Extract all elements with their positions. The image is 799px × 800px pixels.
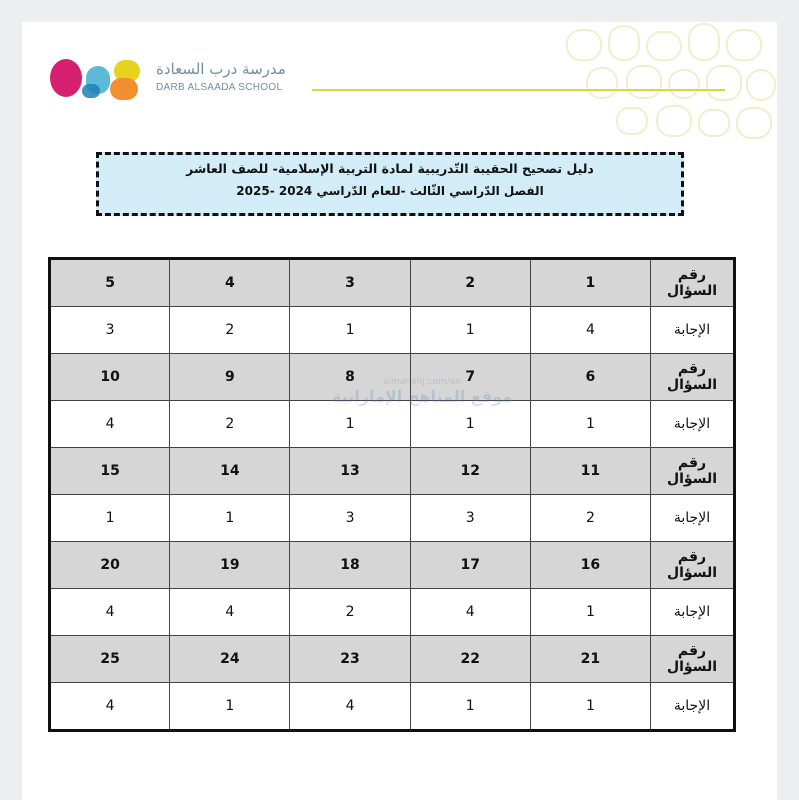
answer-cell: 1 [530, 589, 650, 636]
answer-cell: 4 [50, 401, 170, 448]
question-number-cell: 13 [290, 448, 410, 495]
answer-cell: 1 [290, 401, 410, 448]
question-number-cell: 20 [50, 542, 170, 589]
question-number-cell: 25 [50, 636, 170, 683]
question-number-cell: 2 [410, 259, 530, 307]
answer-row [50, 589, 735, 636]
question-row-label: رقم السؤال [651, 448, 735, 495]
question-number-row [50, 448, 735, 495]
logo-shape-magenta [50, 59, 82, 97]
question-number-cell: 24 [170, 636, 290, 683]
question-number-cell: 11 [530, 448, 650, 495]
document-title: دليل تصحيح الحقيبة التّدريبية لمادة التربية الإسلامية- للصف العاشر [186, 161, 594, 176]
question-number-cell: 6 [530, 354, 650, 401]
answer-cell: 1 [410, 307, 530, 354]
answer-cell: 3 [50, 307, 170, 354]
answer-row-label: الإجابة [651, 683, 735, 731]
answer-row [50, 495, 735, 542]
question-number-cell: 14 [170, 448, 290, 495]
answer-cell: 4 [50, 683, 170, 731]
answer-cell: 2 [290, 589, 410, 636]
school-logo [48, 56, 143, 104]
question-number-cell: 4 [170, 259, 290, 307]
question-number-cell: 9 [170, 354, 290, 401]
logo-shape-orange [110, 78, 138, 100]
decorative-pattern [547, 22, 777, 152]
question-number-cell: 21 [530, 636, 650, 683]
answer-cell: 1 [50, 495, 170, 542]
title-box [96, 152, 684, 216]
question-number-cell: 17 [410, 542, 530, 589]
answer-row-label: الإجابة [651, 401, 735, 448]
question-number-cell: 22 [410, 636, 530, 683]
answer-cell: 2 [170, 307, 290, 354]
question-number-row [50, 636, 735, 683]
answer-cell: 2 [170, 401, 290, 448]
question-row-label: رقم السؤال [651, 259, 735, 307]
question-number-cell: 10 [50, 354, 170, 401]
answer-cell: 1 [530, 683, 650, 731]
answer-row [50, 401, 735, 448]
answer-key-table [48, 257, 736, 732]
question-number-row [50, 259, 735, 307]
answer-cell: 4 [170, 589, 290, 636]
question-number-cell: 23 [290, 636, 410, 683]
question-number-cell: 3 [290, 259, 410, 307]
answer-cell: 2 [530, 495, 650, 542]
answer-row-label: الإجابة [651, 307, 735, 354]
answer-row-label: الإجابة [651, 495, 735, 542]
answer-cell: 4 [410, 589, 530, 636]
header-rule [312, 89, 725, 91]
question-number-row [50, 542, 735, 589]
question-number-cell: 1 [530, 259, 650, 307]
watermark-url: almanahj.com/ae [383, 377, 461, 387]
question-number-row [50, 354, 735, 401]
question-number-cell: 8 [290, 354, 410, 401]
answer-cell: 1 [170, 495, 290, 542]
answer-cell: 3 [290, 495, 410, 542]
question-number-cell: 5 [50, 259, 170, 307]
question-row-label: رقم السؤال [651, 636, 735, 683]
school-name-english: DARB ALSAADA SCHOOL [156, 82, 283, 93]
question-row-label: رقم السؤال [651, 542, 735, 589]
document-page [22, 22, 777, 800]
answer-cell: 1 [170, 683, 290, 731]
answer-cell: 1 [290, 307, 410, 354]
question-number-cell: 12 [410, 448, 530, 495]
watermark-label: موقع المناهج الإماراتية [332, 387, 513, 406]
question-number-cell: 7 [410, 354, 530, 401]
answer-cell: 1 [410, 401, 530, 448]
answer-cell: 4 [530, 307, 650, 354]
answer-cell: 4 [50, 589, 170, 636]
answer-cell: 1 [410, 683, 530, 731]
answer-row [50, 683, 735, 731]
school-name-arabic: مدرسة درب السعادة [156, 60, 286, 78]
question-row-label: رقم السؤال [651, 354, 735, 401]
answer-cell: 1 [530, 401, 650, 448]
question-number-cell: 18 [290, 542, 410, 589]
question-number-cell: 15 [50, 448, 170, 495]
answer-row-label: الإجابة [651, 589, 735, 636]
question-number-cell: 19 [170, 542, 290, 589]
answer-cell: 4 [290, 683, 410, 731]
answer-row [50, 307, 735, 354]
document-subtitle: الفصل الدّراسي الثّالث -للعام الدّراسي 2024 -2025 [236, 184, 544, 198]
question-number-cell: 16 [530, 542, 650, 589]
answer-cell: 3 [410, 495, 530, 542]
